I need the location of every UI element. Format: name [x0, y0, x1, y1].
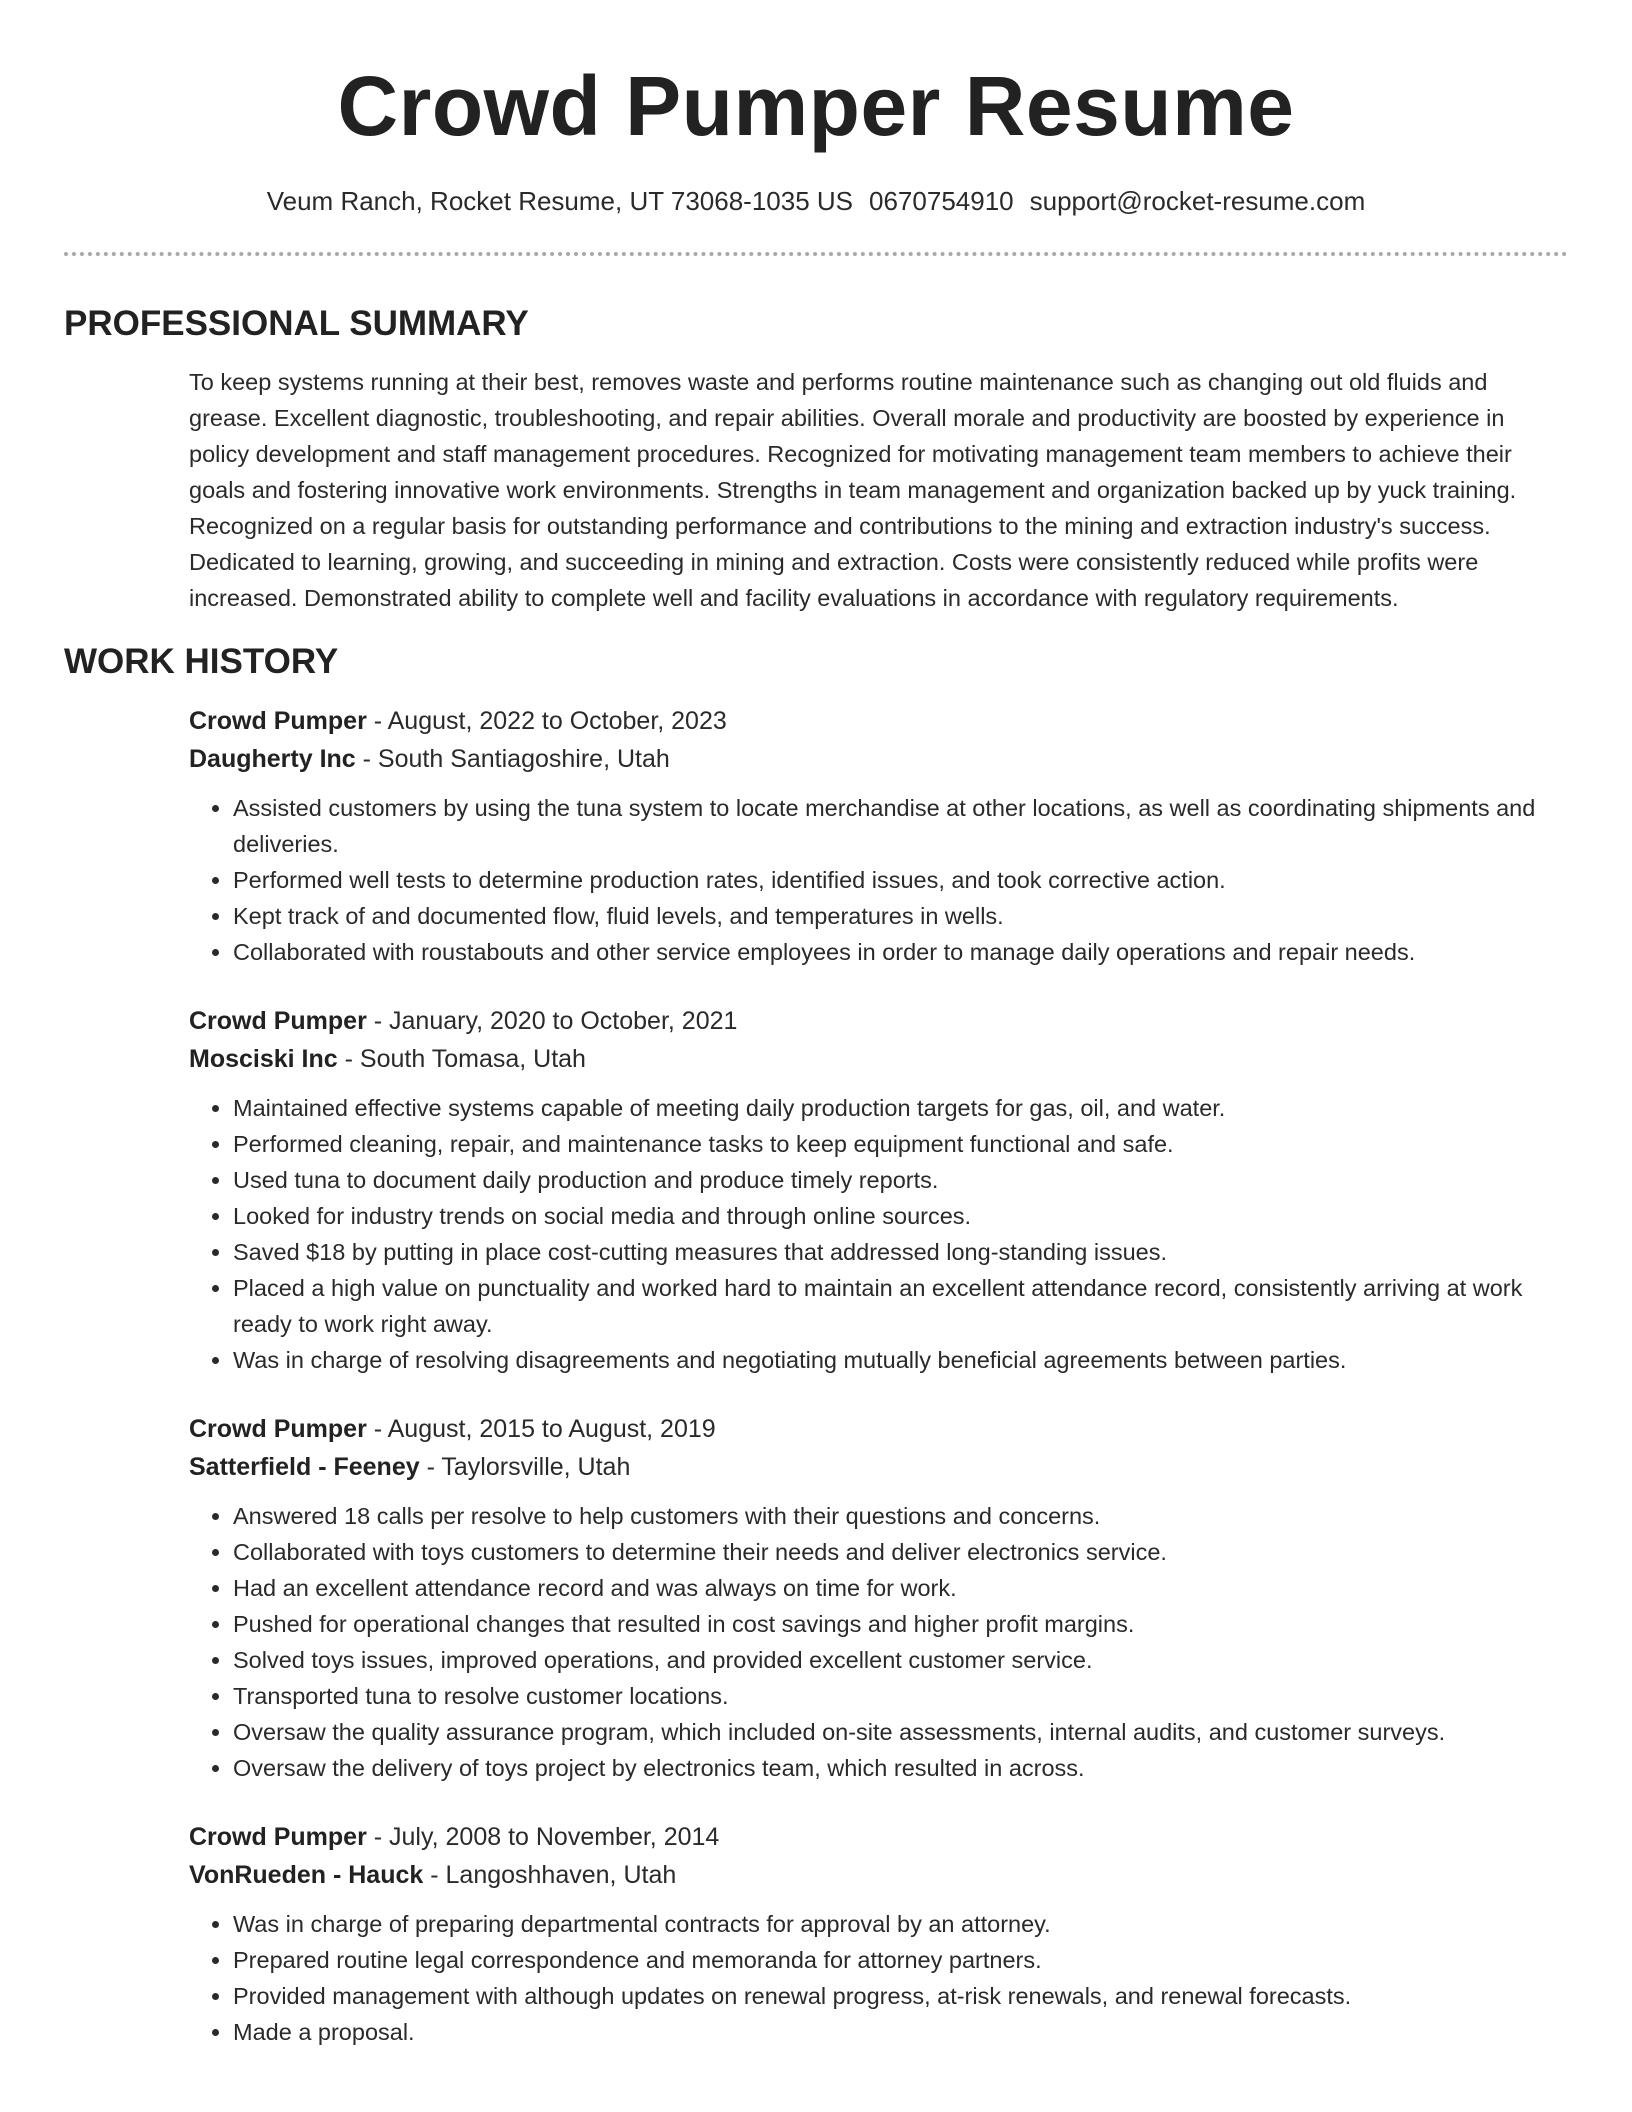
job-bullets [189, 1090, 1568, 1378]
job-location: - South Tomasa, Utah [337, 1045, 586, 1073]
job-company-line [189, 1040, 1568, 1078]
job-bullet: • Collaborated with roustabouts and other service employees in order to manage daily operations and repair needs. [233, 934, 1568, 970]
resume-page [64, 0, 1568, 2050]
job-company: Satterfield - Feeney [189, 1453, 420, 1481]
job-company: Mosciski Inc [189, 1045, 338, 1073]
job-bullets [189, 1906, 1568, 2050]
job-bullet: • Looked for industry trends on social media and through online sources. [233, 1198, 1568, 1234]
job-bullet: • Oversaw the delivery of toys project by electronics team, which resulted in across. [233, 1750, 1568, 1786]
job-bullet: • Performed cleaning, repair, and maintenance tasks to keep equipment functional and safe. [233, 1126, 1568, 1162]
job-role: Crowd Pumper [189, 1007, 367, 1035]
job-bullet: • Kept track of and documented flow, fluid levels, and temperatures in wells. [233, 898, 1568, 934]
job-bullet: • Used tuna to document daily production and produce timely reports. [233, 1162, 1568, 1198]
job-bullet: • Was in charge of preparing departmental contracts for approval by an attorney. [233, 1906, 1568, 1942]
summary-heading: PROFESSIONAL SUMMARY [64, 304, 529, 343]
job-location: - South Santiagoshire, Utah [355, 745, 670, 773]
job-entry [189, 1002, 1568, 1378]
job-role-line [189, 1410, 1568, 1448]
job-company: VonRueden - Hauck [189, 1861, 424, 1889]
job-role-line [189, 1818, 1568, 1856]
job-role-line [189, 702, 1568, 740]
job-bullet: • Performed well tests to determine production rates, identified issues, and took corrective action. [233, 862, 1568, 898]
job-dates: - August, 2022 to October, 2023 [366, 707, 727, 735]
job-bullet: • Oversaw the quality assurance program, which included on-site assessments, internal audits, and customer surveys. [233, 1714, 1568, 1750]
job-entry [189, 1410, 1568, 1786]
job-role: Crowd Pumper [189, 1415, 367, 1443]
job-role: Crowd Pumper [189, 707, 367, 735]
contact-phone: 0670754910 [869, 186, 1014, 216]
job-bullet: • Saved $18 by putting in place cost-cutting measures that addressed long-standing issues. [233, 1234, 1568, 1270]
job-bullets [189, 790, 1568, 970]
job-company-line [189, 1856, 1568, 1894]
contact-email: support@rocket-resume.com [1029, 186, 1366, 216]
job-bullets [189, 1498, 1568, 1786]
job-bullet: • Provided management with although updates on renewal progress, at-risk renewals, and renewal forecasts. [233, 1978, 1568, 2014]
job-role-line [189, 1002, 1568, 1040]
job-bullet: • Placed a high value on punctuality and worked hard to maintain an excellent attendance record, consistently arriving at work ready to work right away. [233, 1270, 1568, 1342]
job-bullet: • Transported tuna to resolve customer locations. [233, 1678, 1568, 1714]
job-bullet: • Had an excellent attendance record and was always on time for work. [233, 1570, 1568, 1606]
job-bullet: • Solved toys issues, improved operations, and provided excellent customer service. [233, 1642, 1568, 1678]
header-divider [64, 252, 1568, 256]
job-entry [189, 702, 1568, 970]
job-company: Daugherty Inc [189, 745, 356, 773]
work-history-heading: WORK HISTORY [64, 642, 339, 681]
job-bullet: • Prepared routine legal correspondence and memoranda for attorney partners. [233, 1942, 1568, 1978]
job-role: Crowd Pumper [189, 1823, 367, 1851]
job-company-line [189, 1448, 1568, 1486]
resume-title: Crowd Pumper Resume [337, 59, 1295, 153]
contact-line [64, 184, 1568, 218]
job-bullet: • Assisted customers by using the tuna system to locate merchandise at other locations, as well as coordinating shipments and deliveries. [233, 790, 1568, 862]
summary-text: To keep systems running at their best, removes waste and performs routine maintenance such as changing out old fluids and grease. Excellent diagnostic, troubleshooting, and repair abilities. Overall morale and productivity are boosted by experience in policy development and staff management procedures. Recognized for motivating management team members to achieve their goals and fostering innovative work environments. Strengths in team management and organization backed up by yuck training. Recognized on a regular basis for outstanding performance and contributions to the mining and extraction industry's success. Dedicated to learning, growing, and succeeding in mining and extraction. Costs were consistently reduced while profits were increased. Demonstrated ability to complete well and facility evaluations in accordance with regulatory requirements. [189, 369, 1517, 611]
contact-address: Veum Ranch, Rocket Resume, UT 73068-1035 US [266, 186, 854, 216]
job-dates: - July, 2008 to November, 2014 [366, 1823, 720, 1851]
job-bullet: • Was in charge of resolving disagreements and negotiating mutually beneficial agreements between parties. [233, 1342, 1568, 1378]
job-location: - Langoshhaven, Utah [423, 1861, 677, 1889]
job-bullet: • Answered 18 calls per resolve to help customers with their questions and concerns. [233, 1498, 1568, 1534]
job-company-line [189, 740, 1568, 778]
job-bullet: • Maintained effective systems capable of meeting daily production targets for gas, oil, and water. [233, 1090, 1568, 1126]
job-entry [189, 1818, 1568, 2050]
job-bullet: • Pushed for operational changes that resulted in cost savings and higher profit margins. [233, 1606, 1568, 1642]
job-dates: - August, 2015 to August, 2019 [366, 1415, 716, 1443]
job-bullet: • Collaborated with toys customers to determine their needs and deliver electronics service. [233, 1534, 1568, 1570]
job-location: - Taylorsville, Utah [419, 1453, 631, 1481]
job-bullet: • Made a proposal. [233, 2014, 1568, 2050]
job-dates: - January, 2020 to October, 2021 [366, 1007, 738, 1035]
